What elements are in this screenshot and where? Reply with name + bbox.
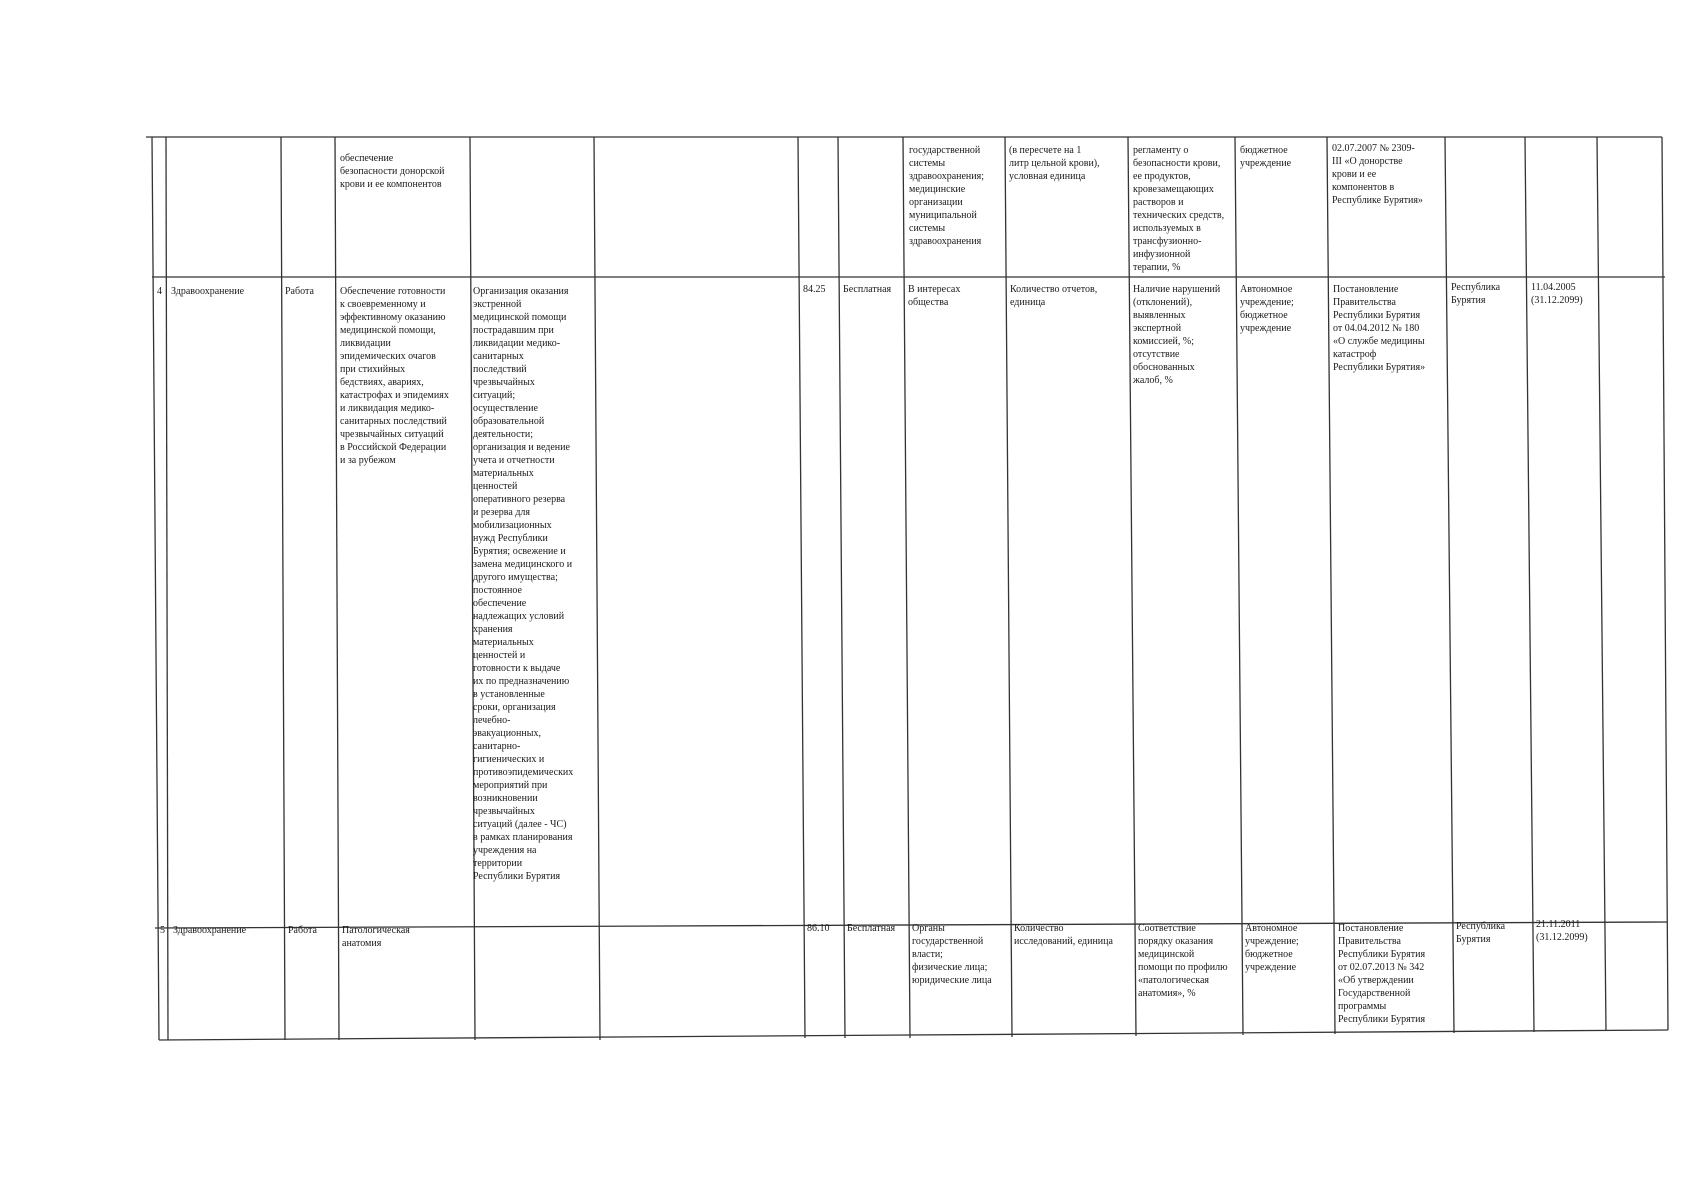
cell-quality: Соответствие порядку оказания медицинской помощи по профилю «патологическая анатомия», % (1138, 923, 1228, 999)
cell-payment: Бесплатная (847, 923, 896, 934)
cell-consumers: государственной системы здравоохранения; медицинские организации муниципальной системы здравоохранения (909, 145, 985, 247)
cell-consumers: В интересах общества (908, 284, 961, 308)
cell-name: Патологическая анатомия (342, 925, 410, 949)
cell-authority: Республика Бурятия (1451, 282, 1501, 306)
cell-legal: 02.07.2007 № 2309- III «О донорстве крови и ее компонентов в Республике Бурятия» (1332, 143, 1423, 206)
cell-type: Работа (285, 286, 314, 297)
cell-dates: 11.04.2005 (31.12.2099) (1531, 282, 1583, 306)
cell-okved: 84.25 (803, 284, 826, 295)
cell-payment: Бесплатная (843, 284, 892, 295)
cell-legal: Постановление Правительства Республики Бурятия от 02.07.2013 № 342 «Об утверждении Государственной программы Республики Бурятия (1338, 923, 1426, 1025)
cell-quality: регламенту о безопасности крови, ее продуктов, кровезамещающих растворов и технических средств, используемых в трансфузионно- инфузионной терапии, % (1133, 145, 1225, 273)
cell-sphere: Здравоохранение (171, 286, 245, 297)
cell-number: 4 (157, 286, 162, 297)
cell-name: обеспечение безопасности донорской крови и ее компонентов (340, 153, 445, 190)
cell-institution: Автономное учреждение; бюджетное учреждение (1240, 284, 1294, 334)
cell-volume: Количество отчетов, единица (1010, 284, 1098, 308)
cell-number: 5 (160, 925, 165, 936)
cell-institution: Автономное учреждение; бюджетное учреждение (1245, 923, 1299, 973)
cell-okved: 86.10 (807, 923, 830, 934)
cell-quality: Наличие нарушений (отклонений), выявленных экспертной комиссией, %; отсутствие обоснованных жалоб, % (1133, 284, 1221, 386)
cell-institution: бюджетное учреждение (1240, 145, 1292, 169)
cell-legal: Постановление Правительства Республики Бурятия от 04.04.2012 № 180 «О службе медицины катастроф Республики Бурятия» (1333, 284, 1426, 373)
cell-dates: 21.11.2011 (31.12.2099) (1536, 919, 1588, 943)
cell-volume: (в пересчете на 1 литр цельной крови), условная единица (1009, 145, 1100, 182)
cell-sphere: Здравоохранение (173, 925, 247, 936)
cell-authority: Республика Бурятия (1456, 921, 1506, 945)
cell-type: Работа (288, 925, 317, 936)
cell-consumers: Органы государственной власти; физические лица; юридические лица (912, 923, 992, 986)
cell-name: Обеспечение готовности к своевременному и эффективному оказанию медицинской помощи, ликвидации эпидемических очагов при стихийных бедствиях, авариях, катастрофах и эпидемиях и ликвидация медико- санитарных последствий чрезвычайных ситуаций в Российской Федерации и за рубежом (340, 286, 449, 466)
cell-content: Организация оказания экстренной медицинской помощи пострадавшим при ликвидации медико- санитарных последствий чрезвычайных ситуаций; осуществление образовательной деятельности; организация и ведение учета и отчетности материальных ценностей оперативного резерва и резерва для мобилизационных нужд Республики Бурятия; освежение и замена медицинского и другого имущества; постоянное обеспечение надлежащих условий хранения материальных ценностей и готовности к выдаче их по предназначению в установленные сроки, организация лечебно- эвакуационных, санитарно- гигиенических и противоэпидемических мероприятий при возникновении чрезвычайных ситуаций (далее - ЧС) в рамках планирования учреждения на территории Республики Бурятия (473, 286, 574, 882)
cell-volume: Количество исследований, единица (1014, 923, 1113, 947)
